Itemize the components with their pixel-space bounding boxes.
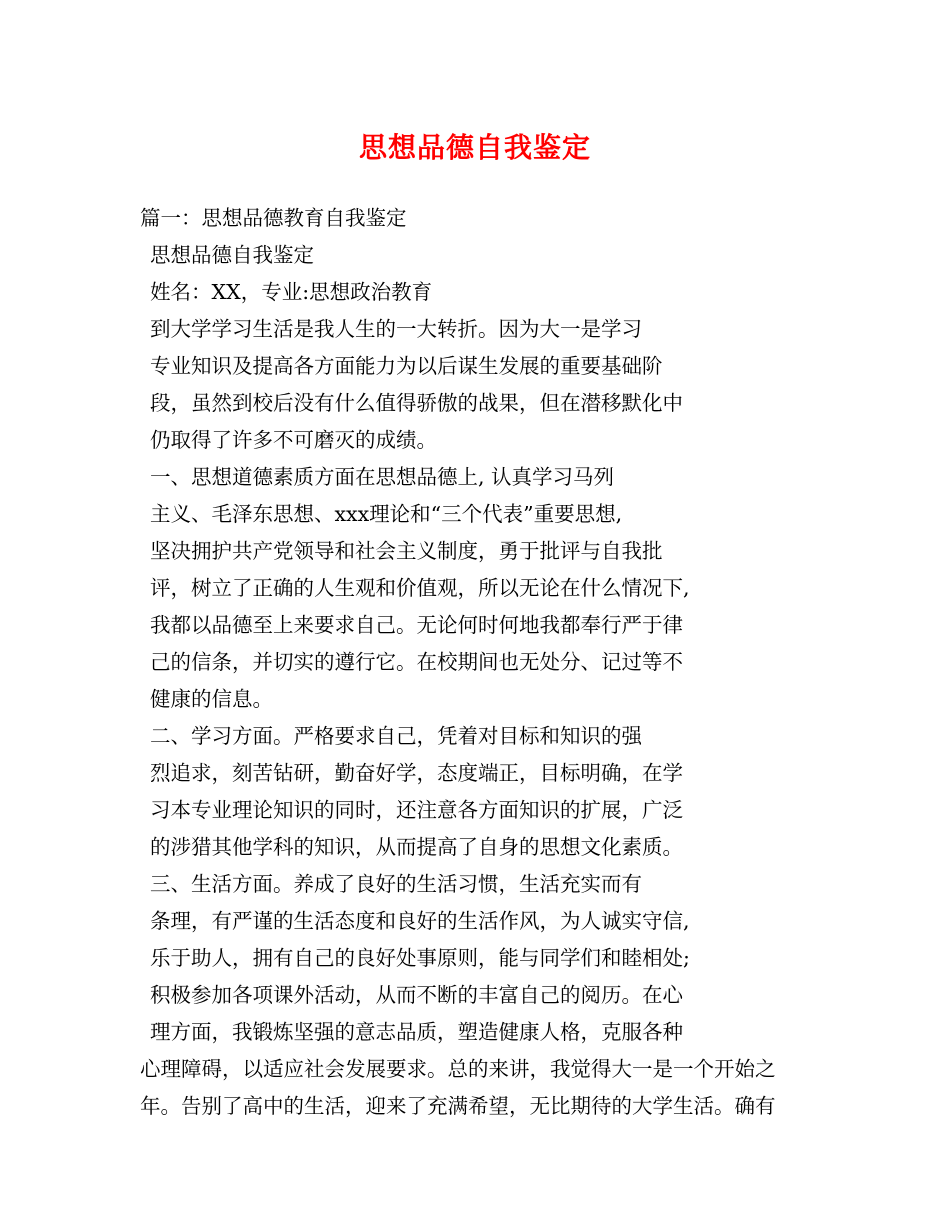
text-line: 思想品德自我鉴定: [150, 243, 314, 267]
text-line: 理方面，我锻炼坚强的意志品质，塑造健康人格，克服各种: [150, 1020, 683, 1044]
text-line: 评，树立了正确的人生观和价值观，所以无论在什么情况下,: [150, 576, 690, 600]
text-line: 己的信条，并切实的遵行它。在校期间也无处分、记过等不: [150, 650, 683, 674]
text-line: 段，虽然到校后没有什么值得骄傲的战果，但在潜移默化中: [150, 391, 683, 415]
text-line: 心理障碍，以适应社会发展要求。总的来讲，我觉得大一是一个开始之: [140, 1057, 776, 1081]
text-line: 的涉猎其他学科的知识，从而提高了自身的思想文化素质。: [150, 835, 683, 859]
document-title: 思想品德自我鉴定: [358, 131, 591, 164]
text-line: 三、生活方面。养成了良好的生活习惯，生活充实而有: [150, 872, 642, 896]
text-line: 二、学习方面。严格要求自己，凭着对目标和知识的强: [150, 724, 642, 748]
text-line: 乐于助人，拥有自己的良好处事原则，能与同学们和睦相处;: [150, 946, 690, 970]
text-line: 坚决拥护共产党领导和社会主义制度，勇于批评与自我批: [150, 539, 663, 563]
text-line: 主义、毛泽东思想、xxx理论和“三个代表”重要思想,: [150, 502, 623, 526]
text-line: 一、思想道德素质方面在思想品德上, 认真学习马列: [150, 465, 615, 489]
text-line: 仍取得了许多不可磨灭的成绩。: [150, 428, 437, 452]
text-line: 条理，有严谨的生活态度和良好的生活作风，为人诚实守信,: [150, 909, 690, 933]
text-line: 姓名：XX，专业:思想政治教育: [150, 280, 433, 304]
text-line: 积极参加各项课外活动，从而不断的丰富自己的阅历。在心: [150, 983, 683, 1007]
text-line: 篇一：思想品德教育自我鉴定: [140, 206, 407, 230]
text-line: 习本专业理论知识的同时，还注意各方面知识的扩展，广泛: [150, 798, 683, 822]
text-line: 年。告别了高中的生活，迎来了充满希望，无比期待的大学生活。确有: [140, 1094, 776, 1118]
text-line: 我都以品德至上来要求自己。无论何时何地我都奉行严于律: [150, 613, 683, 637]
text-line: 到大学学习生活是我人生的一大转折。因为大一是学习: [150, 317, 642, 341]
text-line: 健康的信息。: [150, 687, 273, 711]
text-line: 专业知识及提高各方面能力为以后谋生发展的重要基础阶: [150, 354, 663, 378]
text-line: 烈追求，刻苦钻研，勤奋好学，态度端正，目标明确，在学: [150, 761, 683, 785]
